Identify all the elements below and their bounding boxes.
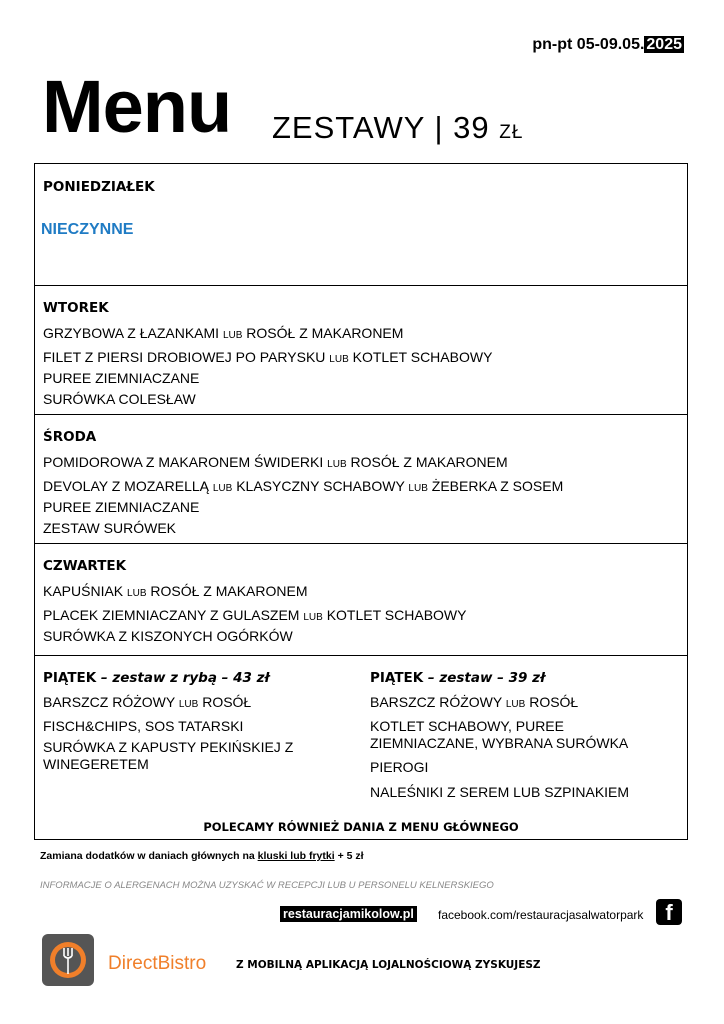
- recommend-note: POLECAMY RÓWNIEŻ DANIA Z MENU GŁÓWNEGO: [203, 820, 519, 834]
- app-promo: Z MOBILNĄ APLIKACJĄ LOJALNOŚCIOWĄ ZYSKUJESZ: [236, 959, 541, 971]
- day-heading: WTOREK: [43, 300, 109, 316]
- facebook-icon[interactable]: f: [656, 899, 682, 925]
- section-wednesday: [35, 415, 687, 544]
- section-friday: [35, 656, 687, 839]
- side-swap-note: Zamiana dodatków w daniach głównych na kluski lub frytki + 5 zł: [40, 850, 364, 862]
- day-heading: PONIEDZIAŁEK: [43, 179, 155, 195]
- facebook-link[interactable]: facebook.com/restauracjasalwatorpark: [438, 908, 644, 922]
- day-heading: ŚRODA: [43, 429, 97, 445]
- sets-label: ZESTAWY | 39: [272, 110, 490, 145]
- swap-link: kluski lub frytki: [257, 850, 335, 862]
- menu-line: PUREE ZIEMNIACZANE: [43, 370, 200, 386]
- menu-line: BARSZCZ RÓŻOWY LUB ROSÓŁ: [370, 694, 579, 710]
- date-prefix: pn-pt 05-09.05.: [532, 36, 645, 53]
- section-monday: [35, 164, 687, 286]
- menu-line: KOTLET SCHABOWY, PUREE ZIEMNIACZANE, WYBRANA SURÓWKA: [370, 718, 629, 751]
- menu-line: KAPUŚNIAK LUB ROSÓŁ Z MAKARONEM: [43, 583, 308, 599]
- friday-set-heading: PIĄTEK – zestaw – 39 zł: [370, 670, 546, 686]
- menu-line: PLACEK ZIEMNIACZANY Z GULASZEM LUB KOTLET SCHABOWY: [43, 607, 467, 623]
- menu-line: PIEROGI: [370, 759, 429, 775]
- directbistro-logo-icon: [42, 934, 94, 986]
- menu-line: FILET Z PIERSI DROBIOWEJ PO PARYSKU LUB KOTLET SCHABOWY: [43, 349, 493, 365]
- friday-fish-heading: PIĄTEK – zestaw z rybą – 43 zł: [43, 670, 270, 686]
- menu-line: DEVOLAY Z MOZARELLĄ LUB KLASYCZNY SCHABOWY LUB ŻEBERKA Z SOSEM: [43, 478, 564, 494]
- sets-price: [272, 112, 523, 143]
- section-tuesday: [35, 286, 687, 415]
- menu-line: SURÓWKA COLESŁAW: [43, 391, 196, 407]
- allergen-note: INFORMACJE O ALERGENACH MOŻNA UZYSKAĆ W RECEPCJI LUB U PERSONELU KELNERSKIEGO: [40, 880, 494, 891]
- date-year: 2025: [646, 36, 682, 53]
- menu-line: FISCH&CHIPS, SOS TATARSKI: [43, 718, 244, 734]
- menu-line: SURÓWKA Z KISZONYCH OGÓRKÓW: [43, 628, 293, 644]
- menu-box: [34, 163, 688, 840]
- menu-title: Menu: [42, 65, 232, 148]
- menu-line: ZESTAW SURÓWEK: [43, 520, 176, 536]
- section-thursday: [35, 544, 687, 656]
- closed-status: NIECZYNNE: [41, 221, 134, 238]
- menu-line: BARSZCZ RÓŻOWY LUB ROSÓŁ: [43, 694, 252, 710]
- menu-line: POMIDOROWA Z MAKARONEM ŚWIDERKI LUB ROSÓŁ Z MAKARONEM: [43, 454, 508, 470]
- menu-line: NALEŚNIKI Z SEREM LUB SZPINAKIEM: [370, 784, 630, 800]
- menu-line: PUREE ZIEMNIACZANE: [43, 499, 200, 515]
- menu-line: GRZYBOWA Z ŁAZANKAMI LUB ROSÓŁ Z MAKARONEM: [43, 325, 404, 341]
- menu-line: SURÓWKA Z KAPUSTY PEKIŃSKIEJ Z WINEGERETEM: [43, 739, 294, 772]
- currency: ZŁ: [499, 122, 524, 143]
- day-heading: CZWARTEK: [43, 558, 127, 574]
- brand-name: DirectBistro: [108, 953, 207, 974]
- date-range: [532, 36, 684, 54]
- website-link[interactable]: restauracjamikolow.pl: [280, 906, 417, 922]
